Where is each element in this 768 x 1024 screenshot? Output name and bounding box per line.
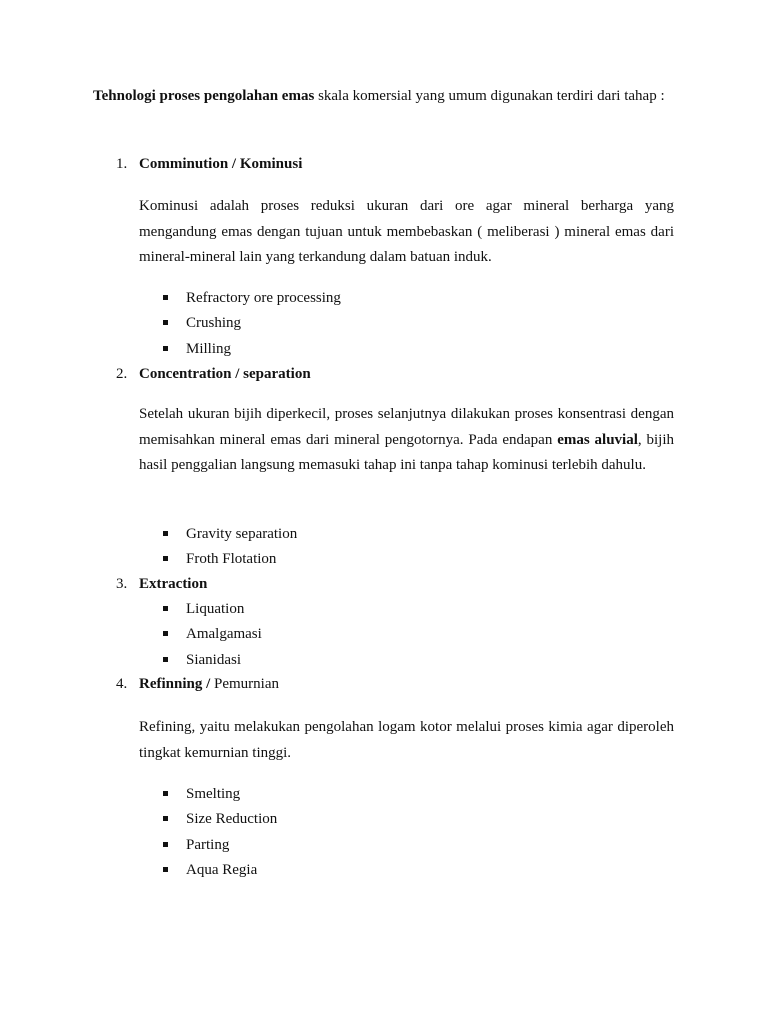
- section-number: 2.: [116, 366, 128, 382]
- list-item-label: Froth Flotation: [186, 551, 277, 568]
- list-item: [160, 809, 277, 834]
- list-item-label: Sianidasi: [186, 651, 241, 668]
- list-item: [160, 288, 341, 313]
- bullet-square-icon: [163, 816, 168, 821]
- section-2-list: [160, 524, 297, 575]
- intro-bold: Tehnologi proses pengolahan emas: [93, 88, 315, 104]
- bullet-square-icon: [163, 606, 168, 611]
- section-number: 1.: [116, 156, 128, 172]
- paragraph-bold: emas aluvial: [557, 431, 638, 448]
- bullet-square-icon: [163, 631, 168, 636]
- bullet-square-icon: [163, 657, 168, 662]
- section-1-heading: [116, 154, 302, 174]
- section-title: Concentration / separation: [139, 366, 311, 382]
- section-4-paragraph: Refining, yaitu melakukan pengolahan logam kotor melalui proses kimia agar diperoleh tingkat kemurnian tinggi.: [139, 719, 674, 761]
- section-1-list: [160, 288, 341, 364]
- bullet-square-icon: [163, 346, 168, 351]
- section-title: Extraction: [139, 576, 208, 592]
- section-number: 3.: [116, 576, 128, 592]
- list-item: [160, 313, 341, 338]
- list-item-label: Smelting: [186, 786, 241, 802]
- intro-text: skala komersial yang umum digunakan terdiri dari tahap :: [314, 88, 665, 104]
- list-item: [160, 835, 277, 860]
- section-4-heading: [116, 674, 279, 694]
- section-4-list: [160, 784, 277, 885]
- list-item-label: Size Reduction: [186, 811, 278, 828]
- list-item-label: Refractory ore processing: [186, 290, 341, 306]
- intro-paragraph: [93, 84, 674, 109]
- paragraph-text: , bijih hasil penggalian langsung memasuki tahap ini tanpa tahap kominusi terlebih dahulu.: [139, 431, 674, 473]
- list-item-label: Milling: [186, 340, 232, 357]
- list-item-label: Gravity separation: [186, 526, 298, 542]
- list-item-label: Amalgamasi: [186, 626, 262, 643]
- bullet-square-icon: [163, 320, 168, 325]
- bullet-square-icon: [163, 867, 168, 872]
- list-item: [160, 339, 341, 364]
- list-item: [160, 549, 297, 574]
- list-item: [160, 860, 277, 885]
- bullet-square-icon: [163, 791, 168, 796]
- list-item-label: Aqua Regia: [186, 861, 258, 878]
- paragraph-text: Setelah ukuran bijih diperkecil, proses selanjutnya dilakukan proses konsentrasi dengan memisahkan mineral emas dari mineral pengotornya. Pada endapan: [139, 406, 674, 448]
- bullet-square-icon: [163, 556, 168, 561]
- section-title-rest: Pemurnian: [210, 676, 280, 692]
- list-item: [160, 650, 262, 675]
- list-item: [160, 624, 262, 649]
- bullet-square-icon: [163, 531, 168, 536]
- section-title: Refinning /: [139, 676, 211, 692]
- section-2-paragraph: [139, 402, 674, 479]
- bullet-square-icon: [163, 295, 168, 300]
- list-item-label: Liquation: [186, 601, 245, 617]
- list-item: [160, 599, 262, 624]
- list-item: [160, 524, 297, 549]
- list-item-label: Crushing: [186, 315, 242, 332]
- section-2-heading: [116, 364, 311, 384]
- list-item: [160, 784, 277, 809]
- section-number: 4.: [116, 676, 128, 692]
- section-3-heading: [116, 574, 207, 594]
- section-title: Comminution / Kominusi: [139, 156, 303, 172]
- list-item-label: Parting: [186, 836, 230, 853]
- section-1-paragraph: Kominusi adalah proses reduksi ukuran dari ore agar mineral berharga yang mengandung emas dengan tujuan untuk membebaskan ( meliberasi ) mineral emas dari mineral-mineral lain yang terkandung dalam batuan induk.: [139, 198, 674, 265]
- section-3-list: [160, 599, 262, 675]
- bullet-square-icon: [163, 842, 168, 847]
